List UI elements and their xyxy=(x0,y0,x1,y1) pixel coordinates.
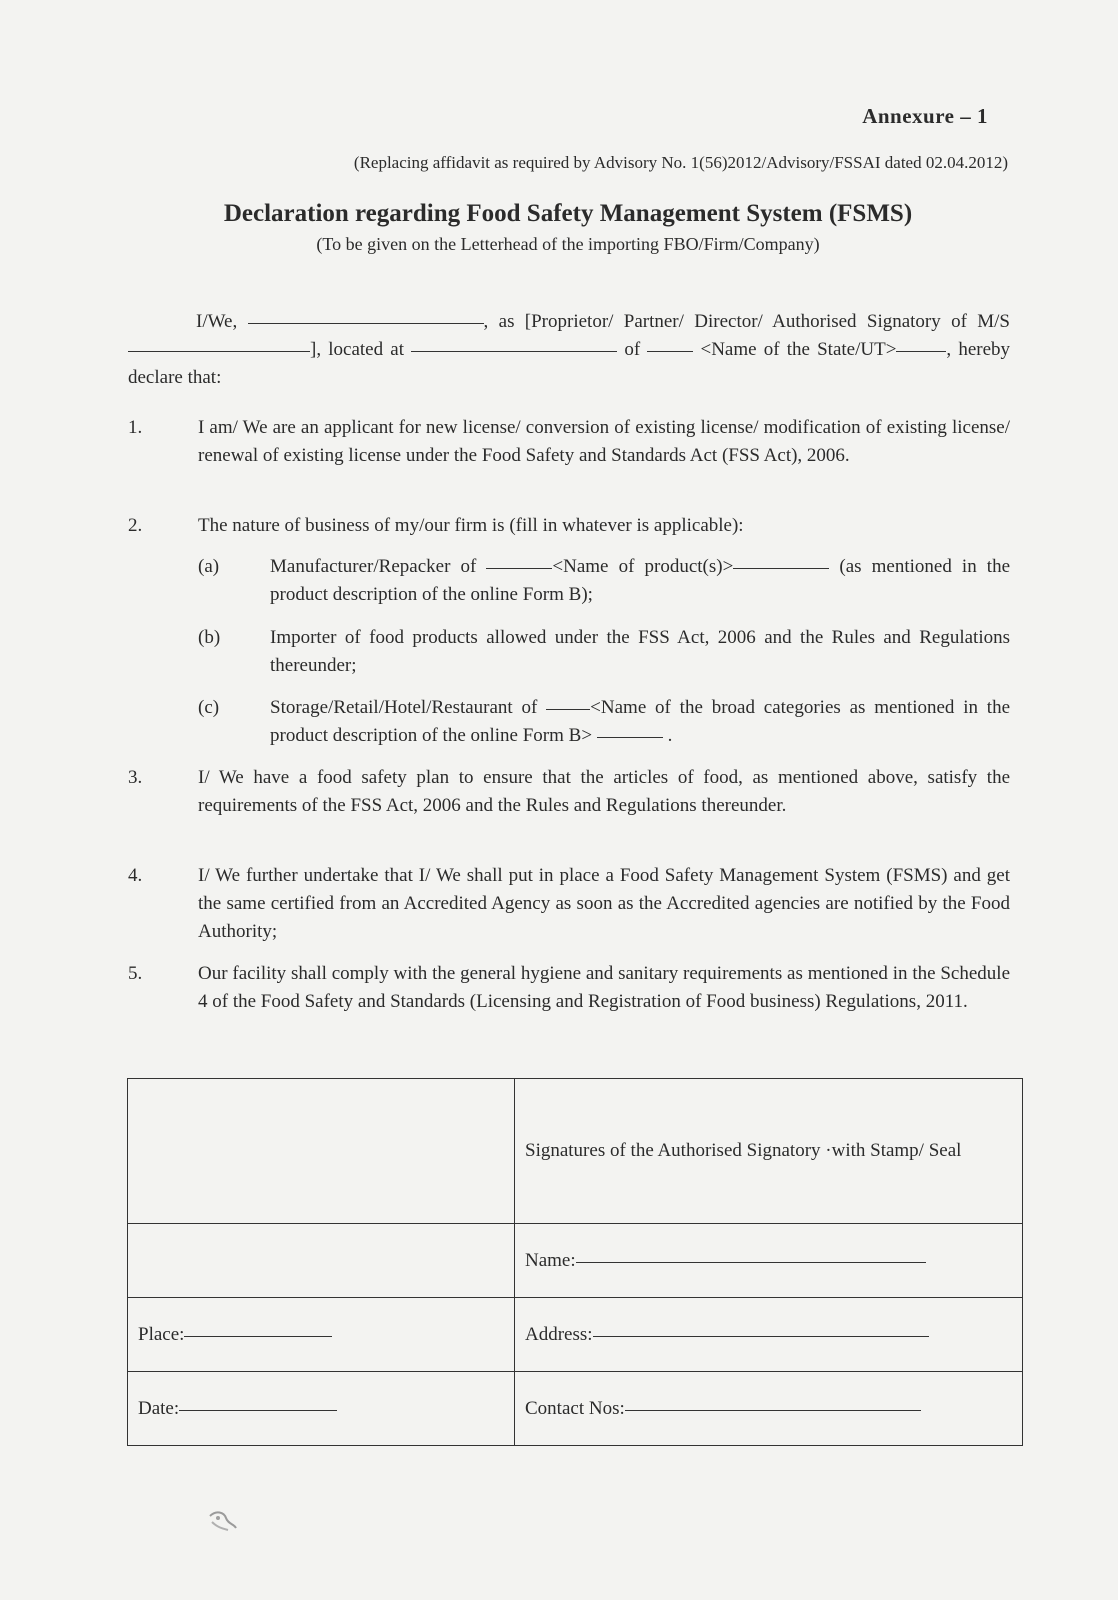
item-number: 4. xyxy=(128,865,143,886)
subitem-c xyxy=(198,694,1010,750)
subitem-a xyxy=(198,553,1010,609)
category-blank-1[interactable] xyxy=(546,708,590,710)
address-field[interactable] xyxy=(593,1335,929,1337)
intro-text-4: of xyxy=(624,339,641,360)
of-blank[interactable] xyxy=(647,350,693,352)
item-text: I/ We have a food safety plan to ensure that the articles of food, as mentioned above, satisfy the requirements of the FSS Act, 2006 and the Rules and Regulations thereunder. xyxy=(198,767,1010,816)
intro-text-5: <Name of the State/UT> xyxy=(700,339,897,360)
intro-text-6: , hereby declare that: xyxy=(128,339,1011,388)
item-text: I/ We further undertake that I/ We shall put in place a Food Safety Management System (FSMS) and get the same certified from an Accredited Agency as soon as the Accredited agencies are notified by the Food Authority; xyxy=(198,865,1010,942)
subitem-label: (c) xyxy=(198,697,220,718)
list-item xyxy=(128,764,1010,820)
page-subtitle: (To be given on the Letterhead of the importing FBO/Firm/Company) xyxy=(316,234,820,254)
subitem-label: (a) xyxy=(198,556,220,577)
category-blank-2[interactable] xyxy=(597,736,663,738)
contact-label: Contact Nos: xyxy=(525,1397,625,1419)
scan-smudge-icon xyxy=(206,1508,240,1534)
name-cell xyxy=(515,1224,1023,1298)
empty-cell xyxy=(128,1079,515,1224)
subitem-b xyxy=(198,624,1010,680)
replacing-note: (Replacing affidavit as required by Advisory No. 1(56)2012/Advisory/FSSAI dated 02.04.2012) xyxy=(353,153,1008,172)
product-blank-1[interactable] xyxy=(486,567,552,569)
item-number: 1. xyxy=(128,417,143,438)
empty-cell xyxy=(128,1224,515,1298)
item-text: I am/ We are an applicant for new license/ conversion of existing license/ modification of existing license/ renewal of existing license under the Food Safety and Standards Act (FSS Act), 2006. xyxy=(198,417,1010,466)
place-field[interactable] xyxy=(184,1335,332,1337)
intro-text-1: I/We, xyxy=(196,311,238,332)
intro-text-3: ], located at xyxy=(310,339,404,360)
item-number: 2. xyxy=(128,515,143,536)
item-number: 3. xyxy=(128,767,143,788)
subitem-label: (b) xyxy=(198,627,221,648)
date-label: Date: xyxy=(138,1397,180,1419)
subitem-c-text-2: <Name of the broad categories as mentioned in the product description of the online Form B> xyxy=(270,697,1011,746)
place-cell xyxy=(128,1298,515,1372)
place-label: Place: xyxy=(138,1323,185,1345)
item-text: Our facility shall comply with the general hygiene and sanitary requirements as mentioned in the Schedule 4 of the Food Safety and Standards (Licensing and Registration of Food business) Regulations, 2011. xyxy=(198,963,1010,1012)
signature-label: Signatures of the Authorised Signatory ·with Stamp/ Seal xyxy=(525,1140,962,1161)
subitem-c-text-3: . xyxy=(667,725,673,746)
address-label: Address: xyxy=(525,1323,593,1345)
subitem-a-text-1: Manufacturer/Repacker of xyxy=(270,556,477,577)
annexure-label: Annexure – 1 xyxy=(862,104,988,128)
subitem-a-text-2: <Name of product(s)> xyxy=(552,556,734,577)
state-blank[interactable] xyxy=(896,350,946,352)
signature-table xyxy=(127,1078,1023,1446)
subitem-a-text-3: (as mentioned in the product description of the online Form B); xyxy=(270,556,1010,605)
subitem-b-text: Importer of food products allowed under the FSS Act, 2006 and the Rules and Regulations thereunder; xyxy=(270,627,1010,676)
intro-text-2: , as [Proprietor/ Partner/ Director/ Authorised Signatory of M/S xyxy=(483,311,1010,332)
contact-field[interactable] xyxy=(625,1409,921,1411)
list-item xyxy=(128,414,1010,470)
product-blank-2[interactable] xyxy=(733,567,829,569)
date-field[interactable] xyxy=(179,1409,337,1411)
list-item xyxy=(128,862,1010,946)
address-cell xyxy=(515,1298,1023,1372)
name-field[interactable] xyxy=(576,1261,926,1263)
firm-blank[interactable] xyxy=(128,350,310,352)
signature-cell[interactable] xyxy=(515,1079,1023,1224)
subitem-c-text-1: Storage/Retail/Hotel/Restaurant of xyxy=(270,697,538,718)
name-blank[interactable] xyxy=(248,322,484,324)
date-cell xyxy=(128,1372,515,1446)
location-blank[interactable] xyxy=(411,350,617,352)
item-text: The nature of business of my/our firm is (fill in whatever is applicable): xyxy=(198,515,744,536)
declaration-intro xyxy=(128,308,1010,392)
item-number: 5. xyxy=(128,963,143,984)
list-item xyxy=(128,960,1010,1016)
name-label: Name: xyxy=(525,1249,576,1271)
page-title: Declaration regarding Food Safety Management System (FSMS) xyxy=(223,200,913,227)
contact-cell xyxy=(515,1372,1023,1446)
list-item xyxy=(128,512,1010,540)
